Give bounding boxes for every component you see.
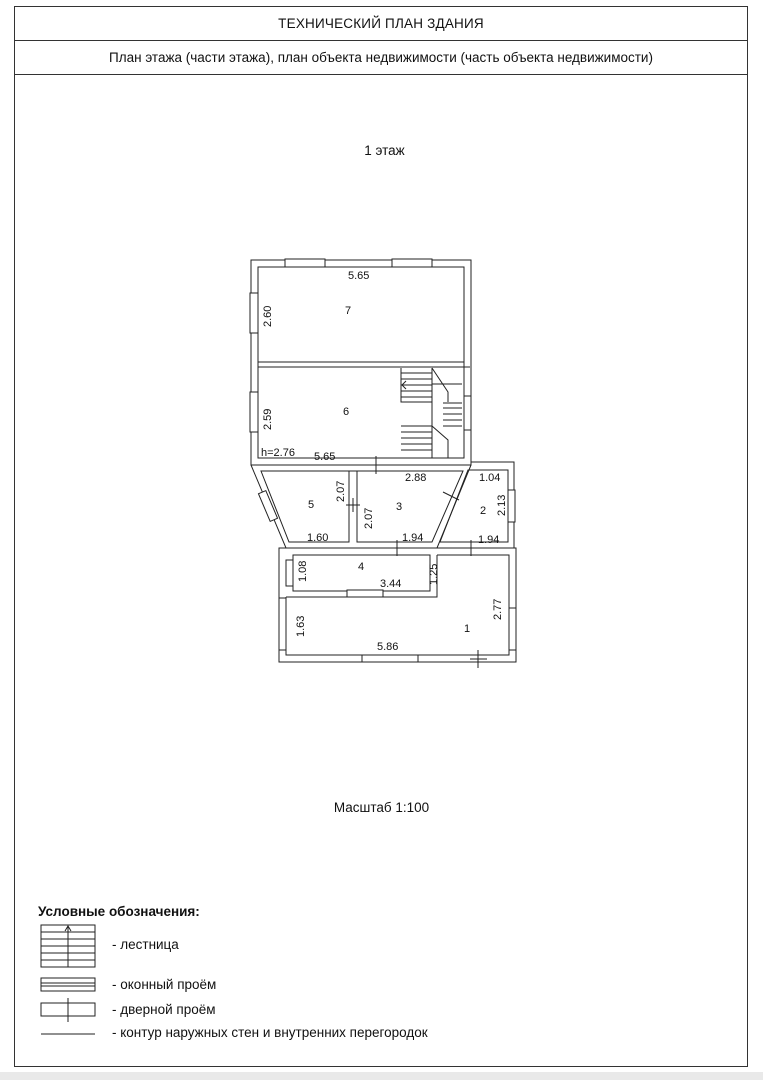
legend-label-stairs: - лестница xyxy=(112,937,179,952)
window-r1-bottom xyxy=(362,655,418,662)
room-7-number: 7 xyxy=(345,305,352,317)
window-r7-top-left xyxy=(285,259,325,267)
window-r7-left xyxy=(250,293,258,333)
staircase xyxy=(401,368,462,458)
dim-r7-height: 2.60 xyxy=(262,305,274,327)
document-title: ТЕХНИЧЕСКИЙ ПЛАН ЗДАНИЯ xyxy=(15,7,747,41)
window-r4-left xyxy=(286,560,293,586)
dim-r6-width: 5.65 xyxy=(314,451,336,463)
dim-r1-height-right: 2.77 xyxy=(492,598,504,620)
room-4-number: 4 xyxy=(358,561,365,573)
legend-title: Условные обозначения: xyxy=(38,904,200,919)
legend-window-symbol xyxy=(41,978,95,991)
dim-r3-bottom: 1.94 xyxy=(402,532,424,544)
outer-wall-middle xyxy=(251,465,471,548)
legend-label-walls: - контур наружных стен и внутренних перегородок xyxy=(112,1025,428,1040)
dim-r6-ceiling: h=2.76 xyxy=(261,447,295,459)
dim-r2-top: 1.04 xyxy=(479,472,501,484)
dim-r4-width: 3.44 xyxy=(380,578,402,590)
dim-r3-height: 2.07 xyxy=(363,507,375,529)
legend-stair-symbol xyxy=(41,925,95,967)
dim-r1-partition: 1.25 xyxy=(428,563,440,585)
window-r4-bottom xyxy=(347,590,383,597)
bottom-strip xyxy=(0,1072,763,1080)
window-r1-left xyxy=(279,598,286,650)
room-3-number: 3 xyxy=(396,501,403,513)
dim-r2-bottom: 1.94 xyxy=(478,534,500,546)
room-6-number: 6 xyxy=(343,406,350,418)
legend-label-window: - оконный проём xyxy=(112,977,217,992)
dim-r7-width: 5.65 xyxy=(348,270,370,282)
window-r7-top-right xyxy=(392,259,432,267)
room-5-number: 5 xyxy=(308,499,315,511)
dim-r5-height: 2.07 xyxy=(335,480,347,502)
scale-label: Масштаб 1:100 xyxy=(333,800,430,815)
dim-r4-height: 1.08 xyxy=(297,560,309,582)
room-2-number: 2 xyxy=(480,505,487,517)
window-r1-right xyxy=(509,608,516,650)
dim-r6-height: 2.59 xyxy=(262,408,274,430)
dim-r2-height: 2.13 xyxy=(496,494,508,516)
window-stair-right xyxy=(464,396,471,430)
inner-room1 xyxy=(286,555,509,655)
door-5-3 xyxy=(346,498,360,512)
legend-label-door: - дверной проём xyxy=(112,1002,216,1017)
document-subtitle: План этажа (части этажа), план объекта недвижимости (часть объекта недвижимости) xyxy=(15,41,747,75)
window-r6-left xyxy=(250,392,258,432)
room-1-number: 1 xyxy=(464,623,471,635)
dim-r1-height-left: 1.63 xyxy=(295,615,307,637)
dim-r5-width: 1.60 xyxy=(307,532,329,544)
window-r2-right xyxy=(508,490,515,522)
dim-r1-width: 5.86 xyxy=(377,641,399,653)
door-1-out xyxy=(470,650,487,668)
floor-label: 1 этаж xyxy=(364,143,405,158)
dim-r3-top: 2.88 xyxy=(405,472,427,484)
legend-door-symbol xyxy=(41,998,95,1022)
